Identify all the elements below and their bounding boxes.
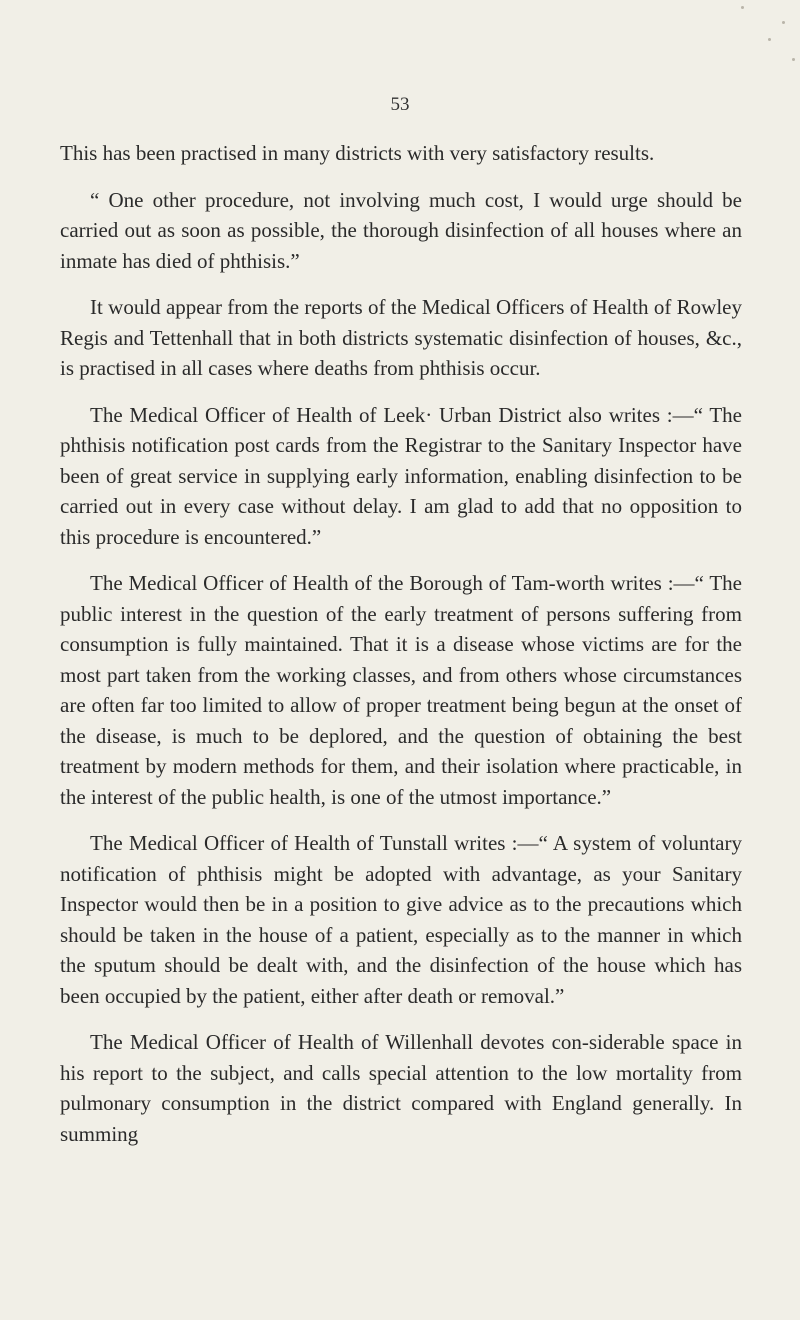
paragraph-practised-results: This has been practised in many districts with very satisfactory results. [60, 141, 655, 165]
body-text [60, 138, 742, 1165]
paper-speck [768, 38, 771, 41]
paper-speck [782, 21, 785, 24]
paper-speck [741, 6, 744, 9]
paper-speck [792, 58, 795, 61]
paragraph-leek-urban-district: The Medical Officer of Health of Leek· Urban District also writes :—“ The phthisis notification post cards from the Registrar to the Sanitary Inspector have been of great service in supplying early information, enabling disinfection to be carried out in every case without delay. I am glad to add that no opposition to this procedure is encountered.” [60, 402, 742, 549]
paragraph-disinfection-procedure: “ One other procedure, not involving much cost, I would urge should be carried out as soon as possible, the thorough disinfection of all houses where an inmate has died of phthisis.” [60, 187, 742, 273]
paragraph-tunstall: The Medical Officer of Health of Tunstall writes :—“ A system of voluntary notification of phthisis might be adopted with advantage, as your Sanitary Inspector would then be in a position to give advice as to the precautions which should be taken in the house of a patient, especially as to the manner in which the sputum should be dealt with, and the disinfection of the house which has been occupied by the patient, either after death or removal.” [60, 831, 742, 1008]
paragraph-tamworth: The Medical Officer of Health of the Borough of Tam-worth writes :—“ The public interest in the question of the early treatment of persons suffering from consumption is fully maintained. That it is a disease whose victims are for the most part taken from the working classes, and from others whose circumstances are often far too limited to allow of proper treatment being begun at the onset of the disease, is much to be deplored, and the question of obtaining the best treatment by modern methods for them, and their isolation where practicable, in the interest of the public health, is one of the utmost importance.” [60, 571, 742, 809]
paragraph-rowley-regis-tettenhall: It would appear from the reports of the Medical Officers of Health of Rowley Regis and Tettenhall that in both districts systematic disinfection of houses, &c., is practised in all cases where deaths from phthisis occur. [60, 295, 742, 380]
paragraph-willenhall: The Medical Officer of Health of Willenhall devotes con-siderable space in his report to the subject, and calls special attention to the low mortality from pulmonary consumption in the district compared with England generally. In summing [60, 1030, 742, 1146]
page-number: 53 [390, 94, 410, 115]
